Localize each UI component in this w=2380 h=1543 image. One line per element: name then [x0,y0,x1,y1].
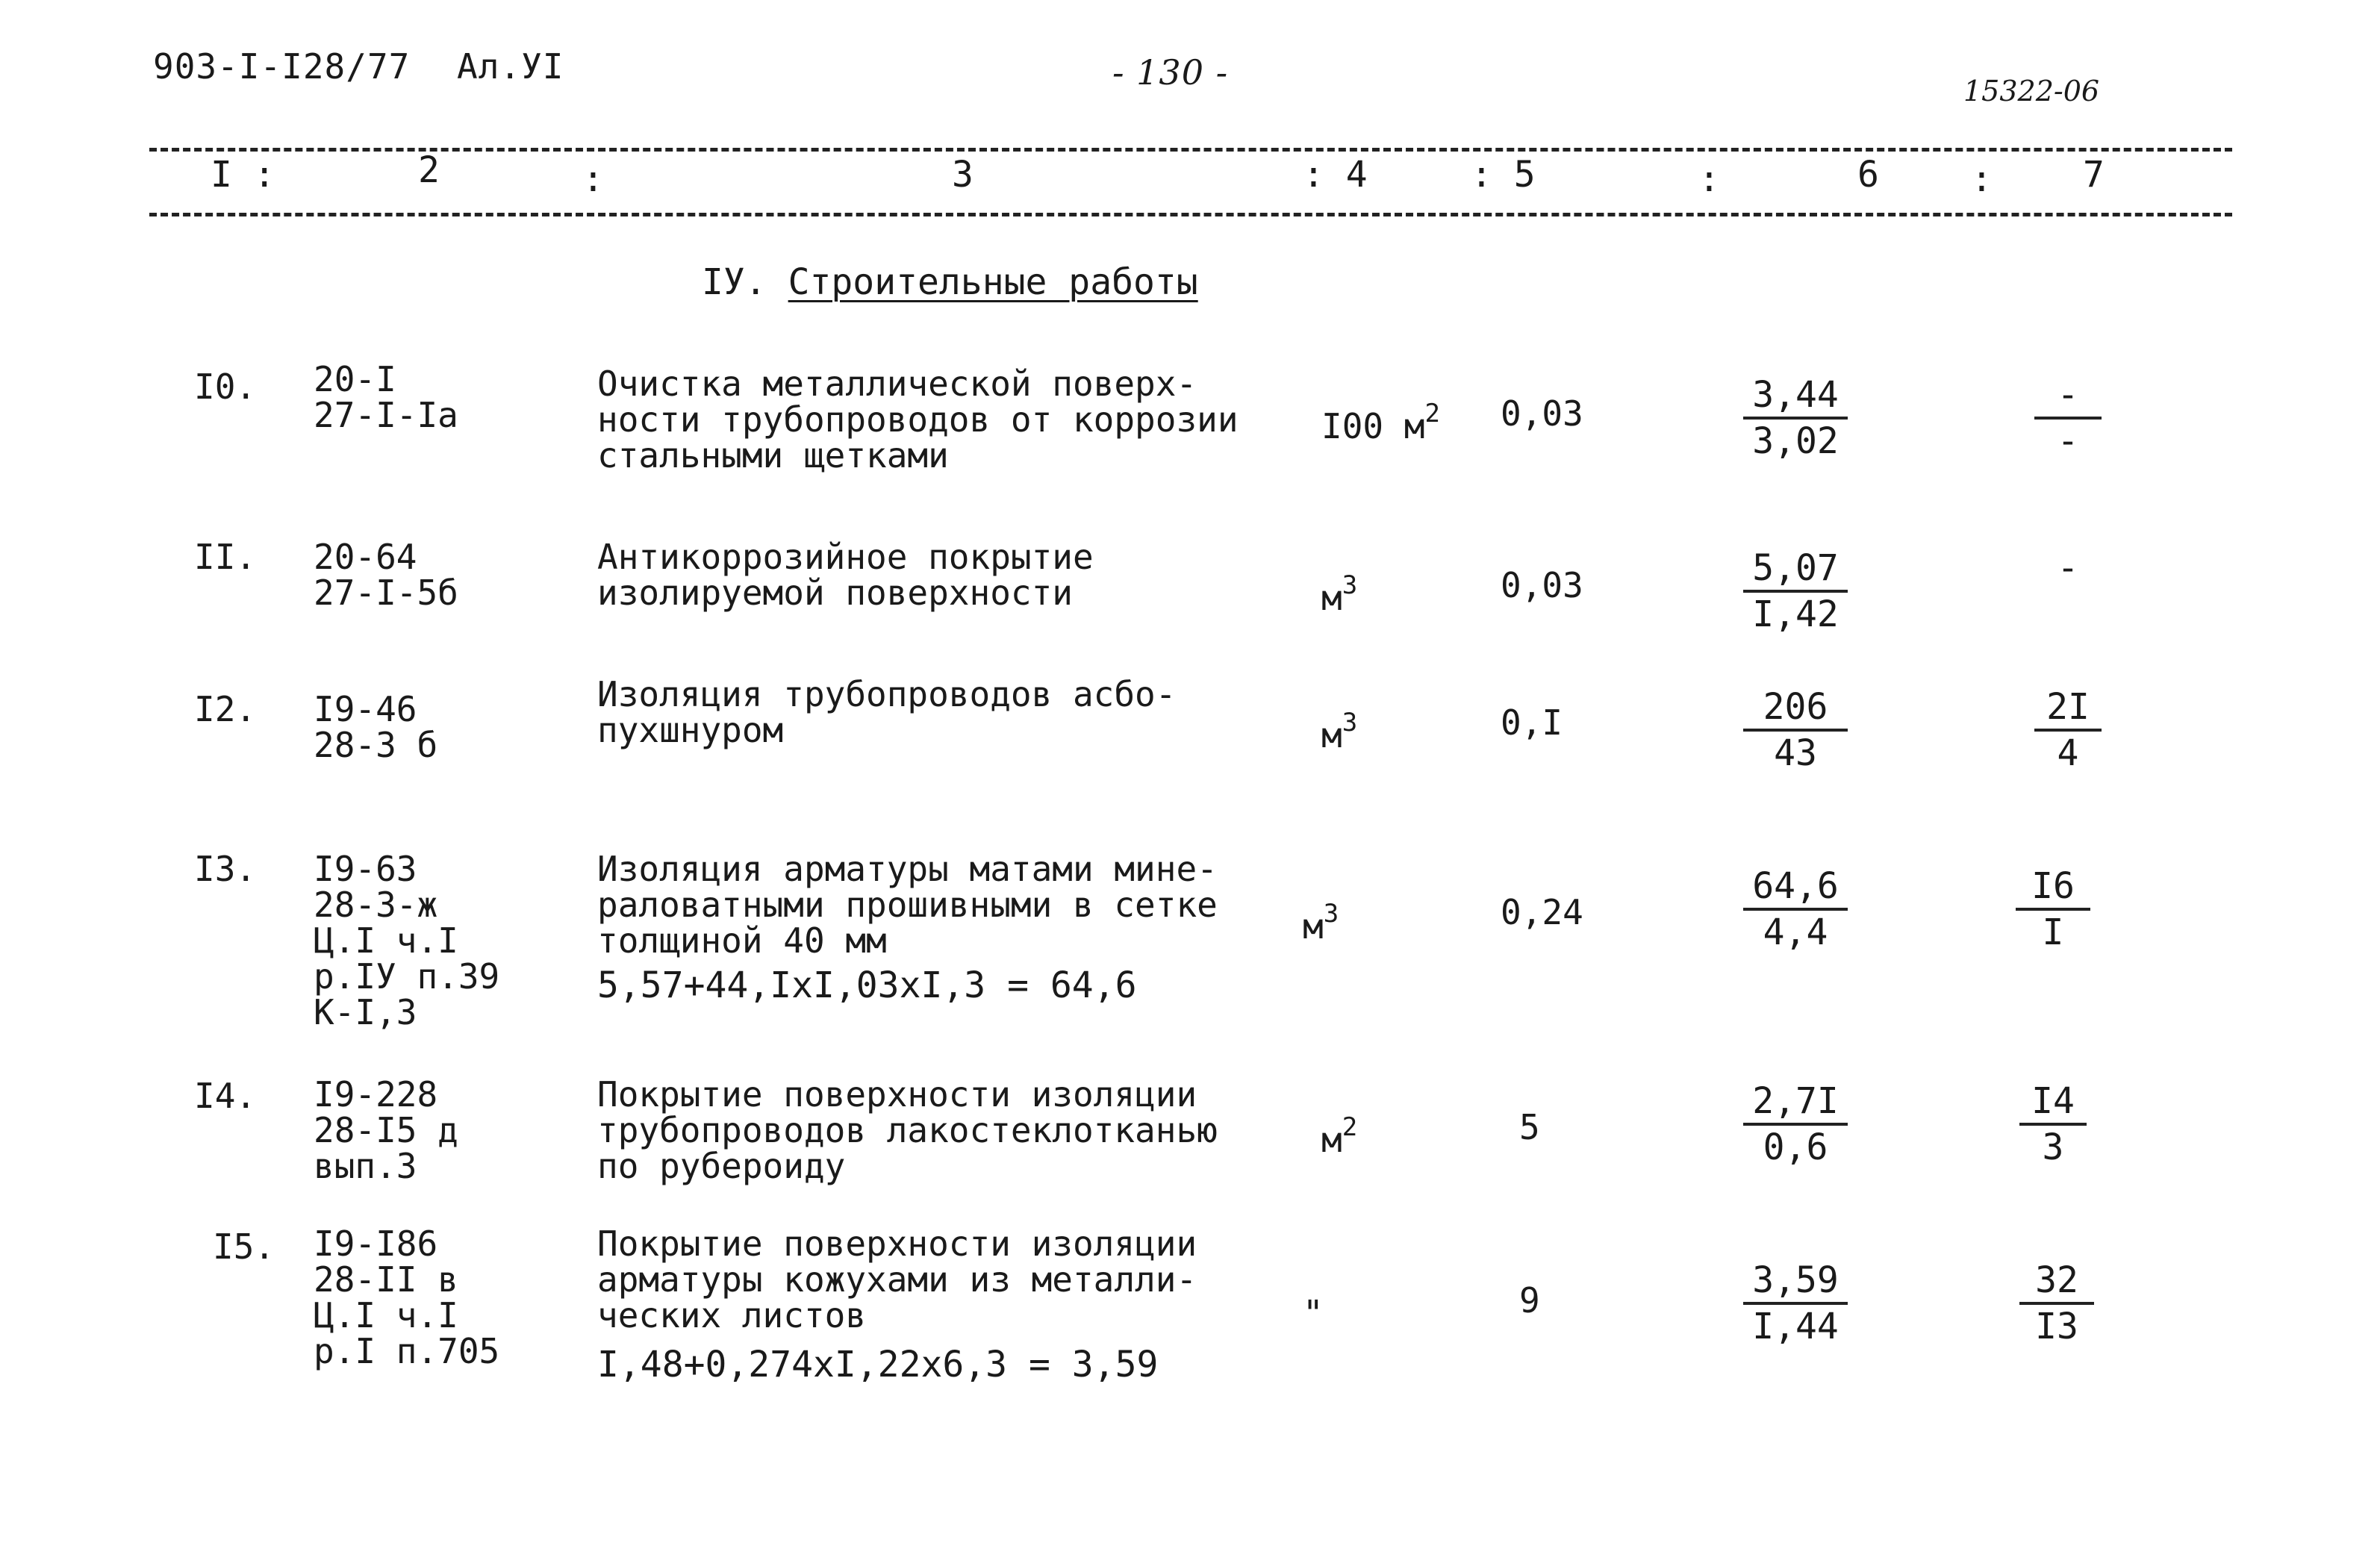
fraction-numerator: 5,07 [1743,546,1848,593]
fraction-numerator: - [2034,373,2102,420]
fraction-numerator: 2,7I [1743,1079,1848,1126]
row-code: 28-II в [314,1259,458,1300]
fraction-numerator: I4 [2019,1079,2087,1126]
row-code: I9-I86 [314,1224,438,1264]
row-number: I4. [194,1076,257,1116]
unit-text: м [1321,1120,1342,1160]
row-number: II. [194,537,257,577]
fraction-numerator: I6 [2016,864,2090,911]
row-code: р.IУ п.39 [314,956,500,997]
fraction-denominator: I3 [2035,1306,2078,1347]
column-header-4: : 4 [1303,154,1368,196]
row-code: р.I п.705 [314,1331,500,1371]
unit-superscript: 3 [1342,708,1358,738]
row-quantity: 0,03 [1501,565,1583,605]
row-description: раловатными прошивными в сетке [597,885,1218,925]
row-unit [1303,896,1339,947]
fraction-numerator: 32 [2019,1259,2094,1305]
row-number: I0. [194,367,257,407]
column6-fraction [1743,864,1848,954]
column-header-5: : 5 [1471,154,1536,196]
header-bottom-rule [149,213,2232,216]
column7-fraction [2034,373,2102,463]
fraction-denominator: 4,4 [1763,911,1828,953]
row-description: Изоляция трубопроводов асбо- [597,674,1177,714]
column7-fraction [2016,864,2090,954]
row-code: Ц.I ч.I [314,920,458,961]
row-description: Покрытие поверхности изоляции [597,1224,1197,1264]
column-separator: : [1971,158,1993,200]
row-quantity: 9 [1519,1280,1540,1321]
row-unit [1321,1109,1357,1158]
row-unit [1321,396,1440,444]
row-unit [1321,567,1357,616]
row-description: пухшнуром [597,710,784,750]
row-code: вып.3 [314,1146,417,1186]
fraction-numerator: 206 [1743,685,1848,732]
row-quantity: 0,03 [1501,393,1583,434]
row-code: 20-64 [314,537,417,577]
fraction-numerator: 64,6 [1743,864,1848,911]
row-description: Изоляция арматуры матами мине- [597,849,1218,889]
row-code: I9-228 [314,1074,438,1115]
fraction-denominator: I [2042,911,2064,953]
unit-superscript: 2 [1424,399,1440,428]
row-formula: 5,57+44,IxI,03xI,3 = 64,6 [597,964,1137,1006]
column-header-2: 2 [418,149,440,191]
row-quantity: 5 [1519,1107,1540,1147]
page-number: - 130 - [1112,52,1229,93]
column7-fraction [2034,685,2102,775]
unit-text: м [1321,578,1342,618]
column-header-7: 7 [2083,154,2105,196]
row-description: арматуры кожухами из металли- [597,1259,1197,1300]
row-description: изолируемой поверхности [597,573,1073,613]
fraction-numerator: - [2057,547,2079,589]
row-code: К-I,3 [314,992,417,1032]
row-quantity: 0,24 [1501,892,1583,932]
row-number: I5. [213,1226,275,1267]
fraction-denominator: 4 [2057,732,2079,774]
header-top-rule [149,148,2232,152]
column7-fraction [2034,546,2102,590]
section-title: Строительные работы [788,261,1198,303]
row-code: 28-I5 д [314,1110,458,1150]
column-header-1: I : [211,154,275,196]
unit-text: м [1303,906,1324,947]
column-header-6: 6 [1857,154,1879,196]
row-unit [1303,1282,1324,1331]
fraction-denominator: 0,6 [1763,1126,1828,1168]
column6-fraction [1743,1259,1848,1348]
stamp-number: 15322-06 [1963,75,2100,107]
column-separator: : [582,158,604,200]
fraction-numerator: 3,59 [1743,1259,1848,1305]
unit-text: м [1321,715,1342,755]
row-formula: I,48+0,274xI,22x6,3 = 3,59 [597,1344,1159,1385]
row-code: Ц.I ч.I [314,1295,458,1335]
row-description: Антикоррозийное покрытие [597,537,1094,577]
document-code: 903-I-I28/77 [153,46,411,87]
row-description: по рубероиду [597,1146,846,1186]
row-number: I3. [194,849,257,889]
row-code: I9-46 [314,689,417,729]
fraction-denominator: 3,02 [1752,420,1839,462]
row-code: 28-3-ж [314,885,438,925]
column6-fraction [1743,1079,1848,1169]
fraction-numerator: 2I [2034,685,2102,732]
unit-text: I00 м [1321,406,1425,446]
column-header-3: 3 [952,154,974,196]
row-description: Покрытие поверхности изоляции [597,1074,1197,1115]
section-number: IУ. [702,261,767,303]
fraction-numerator: 3,44 [1743,373,1848,420]
column6-fraction [1743,685,1848,775]
column6-fraction [1743,373,1848,463]
column6-fraction [1743,546,1848,636]
row-description: ности трубопроводов от коррозии [597,399,1239,440]
column7-fraction [2019,1079,2087,1169]
fraction-denominator: I,42 [1752,593,1839,635]
fraction-denominator: 3 [2042,1126,2064,1168]
unit-text: " [1303,1293,1324,1333]
section-heading [702,261,1198,303]
fraction-denominator: 43 [1774,732,1817,774]
column-separator: : [1698,158,1720,200]
unit-superscript: 3 [1323,899,1339,929]
fraction-denominator: I,44 [1752,1306,1839,1347]
row-description: ческих листов [597,1295,867,1335]
row-quantity: 0,I [1501,702,1563,743]
unit-superscript: 3 [1342,570,1358,600]
row-code: 20-I [314,359,396,399]
row-number: I2. [194,689,257,729]
row-code: 27-I-Iа [314,395,458,435]
album-label: Ал.УI [457,46,564,87]
row-description: стальными щетками [597,435,949,476]
unit-superscript: 2 [1342,1112,1358,1142]
fraction-denominator: - [2057,420,2079,462]
row-description: толщиной 40 мм [597,920,887,961]
column7-fraction [2019,1259,2094,1348]
row-code: 27-I-5б [314,573,458,613]
row-description: трубопроводов лакостеклотканью [597,1110,1218,1150]
row-unit [1321,705,1357,753]
row-description: Очистка металлической поверх- [597,364,1197,404]
row-code: 28-3 б [314,725,438,765]
row-code: I9-63 [314,849,417,889]
